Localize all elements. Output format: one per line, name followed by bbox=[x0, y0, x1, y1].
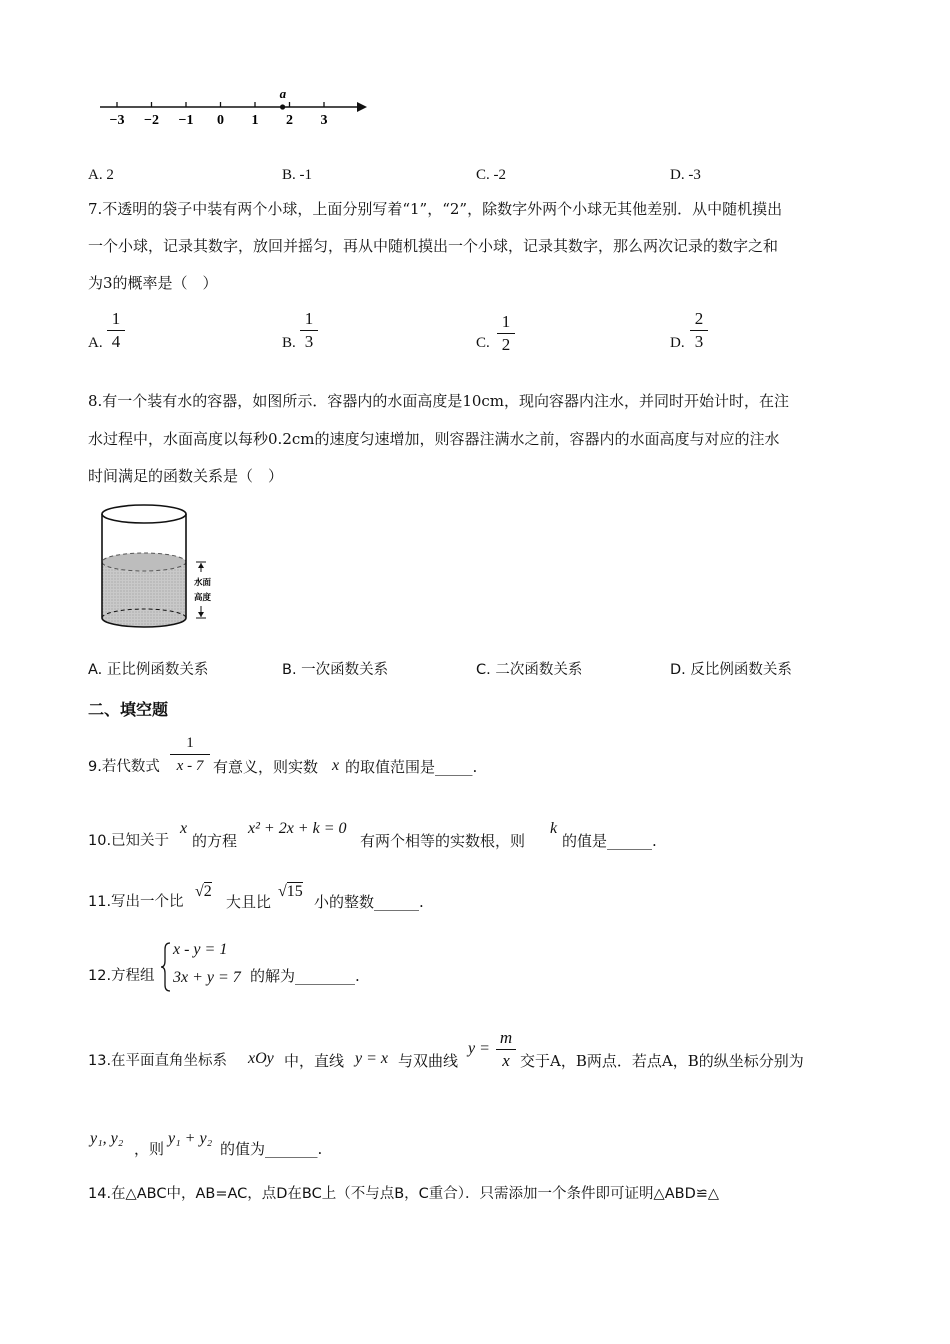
q6-option-d: D. -3 bbox=[670, 167, 701, 183]
q9-middle: 有意义，则实数 bbox=[213, 758, 319, 776]
q7-option-a-fraction: 1 4 bbox=[107, 309, 125, 352]
q11-middle: 大且比 bbox=[226, 893, 272, 911]
q13-middle1: 中，直线 bbox=[284, 1052, 345, 1070]
q13-vars: y₁, y₂ bbox=[90, 1130, 124, 1147]
q11-sqrt-2-radicand: 2 bbox=[203, 883, 212, 900]
q8-text-line1: 8.有一个装有水的容器，如图所示．容器内的水面高度是10cm，现向容器内注水，并同时开始计时，在注 bbox=[88, 392, 790, 410]
q8-option-c: C. 二次函数关系 bbox=[476, 662, 583, 678]
q13-hyperbola-lhs: y = bbox=[468, 1040, 490, 1057]
number-line-tick-label: 1 bbox=[251, 113, 259, 128]
q12-suffix: 的解为________. bbox=[250, 967, 360, 985]
q13-coordinate-system: xOy bbox=[248, 1050, 274, 1067]
q13-line-equation: y = x bbox=[355, 1050, 388, 1067]
q12-brace bbox=[160, 941, 172, 993]
number-line-figure bbox=[95, 86, 370, 131]
q13-prefix: 13.在平面直角坐标系 bbox=[88, 1053, 228, 1069]
number-line-point bbox=[280, 104, 285, 109]
q13-line2-suffix: 的值为_______. bbox=[220, 1140, 323, 1158]
q8-option-a: A. 正比例函数关系 bbox=[88, 662, 209, 678]
figure-label-height: 高度 bbox=[194, 593, 212, 603]
q12-equation-1: x - y = 1 bbox=[173, 941, 228, 958]
q8-option-d: D. 反比例函数关系 bbox=[670, 662, 792, 678]
q8-option-b: B. 一次函数关系 bbox=[282, 662, 389, 678]
q9-variable: x bbox=[332, 757, 340, 774]
q11-sqrt-2: √2 bbox=[195, 883, 212, 900]
q10-suffix: 的值是______. bbox=[562, 832, 657, 850]
number-line-tick-label: −1 bbox=[178, 113, 194, 128]
number-line-point-label: a bbox=[279, 86, 287, 101]
q7-option-c-fraction: 1 2 bbox=[497, 312, 515, 355]
q11-sqrt-15: √15 bbox=[278, 883, 303, 900]
q13-line1-suffix: 交于A，B两点．若点A，B的纵坐标分别为 bbox=[520, 1052, 804, 1070]
q9-fraction-denominator: x - 7 bbox=[176, 758, 204, 774]
q13-middle3: ，则 bbox=[134, 1140, 165, 1158]
q14-text: 14.在△ABC中，AB=AC，点D在BC上（不与点B，C重合）．只需添加一个条件即可证明△ABD≌△ bbox=[88, 1186, 720, 1202]
q11-prefix: 11.写出一个比 bbox=[88, 894, 184, 910]
q7-option-b-label: B. bbox=[282, 335, 296, 351]
number-line-tick-label: 2 bbox=[286, 113, 293, 128]
q7-text-line3: 为3的概率是（ ） bbox=[88, 274, 218, 292]
q11-suffix: 小的整数______. bbox=[314, 893, 424, 911]
number-line-tick-label: −3 bbox=[109, 113, 125, 128]
number-line-tick-label: 0 bbox=[217, 113, 224, 128]
q7-text-line1: 7.不透明的袋子中装有两个小球，上面分别写着“1”，“2”，除数字外两个小球无其他差别．从中随机摸出 bbox=[88, 200, 783, 218]
q8-text-line2: 水过程中，水面高度以每秒0.2cm的速度匀速增加，则容器注满水之前，容器内的水面高度与对应的注水 bbox=[88, 430, 780, 448]
q9-fraction: 1 x - 7 bbox=[170, 733, 210, 776]
q12-equation-2: 3x + y = 7 bbox=[173, 969, 241, 986]
q7-option-d-fraction: 2 3 bbox=[690, 309, 708, 352]
q10-middle2: 有两个相等的实数根，则 bbox=[360, 832, 526, 850]
water-container-figure bbox=[96, 500, 231, 635]
q12-prefix: 12.方程组 bbox=[88, 968, 155, 984]
q6-option-b: B. -1 bbox=[282, 167, 312, 183]
number-line-tick-label: 3 bbox=[320, 113, 328, 128]
q6-option-a: A. 2 bbox=[88, 167, 114, 183]
q10-prefix: 10.已知关于 bbox=[88, 833, 170, 849]
q10-middle1: 的方程 bbox=[192, 832, 238, 850]
q13-sum: y₁ + y₂ bbox=[168, 1130, 213, 1147]
q9-suffix: 的取值范围是_____. bbox=[345, 758, 478, 776]
q11-sqrt-15-radicand: 15 bbox=[286, 883, 303, 900]
q7-option-d-label: D. bbox=[670, 335, 685, 351]
number-line-tick-label: −2 bbox=[144, 113, 159, 128]
section-heading-fill-in: 二、填空题 bbox=[88, 700, 169, 719]
figure-label-water-surface: 水面 bbox=[194, 578, 212, 588]
q9-prefix: 9.若代数式 bbox=[88, 759, 160, 775]
q10-variable-x: x bbox=[180, 820, 188, 837]
q7-text-line2: 一个小球，记录其数字，放回并摇匀，再从中随机摸出一个小球，记录其数字，那么两次记录的数字之和 bbox=[88, 237, 779, 255]
q10-equation: x² + 2x + k = 0 bbox=[248, 820, 347, 837]
q13-hyperbola-fraction: m x bbox=[496, 1028, 516, 1071]
q7-option-a-label: A. bbox=[88, 335, 103, 351]
q7-option-b-fraction: 1 3 bbox=[300, 309, 318, 352]
q10-variable-k: k bbox=[550, 820, 558, 837]
q8-text-line3: 时间满足的函数关系是（ ） bbox=[88, 467, 284, 485]
q13-middle2: 与双曲线 bbox=[398, 1052, 459, 1070]
q6-option-c: C. -2 bbox=[476, 167, 506, 183]
q7-option-c-label: C. bbox=[476, 335, 490, 351]
